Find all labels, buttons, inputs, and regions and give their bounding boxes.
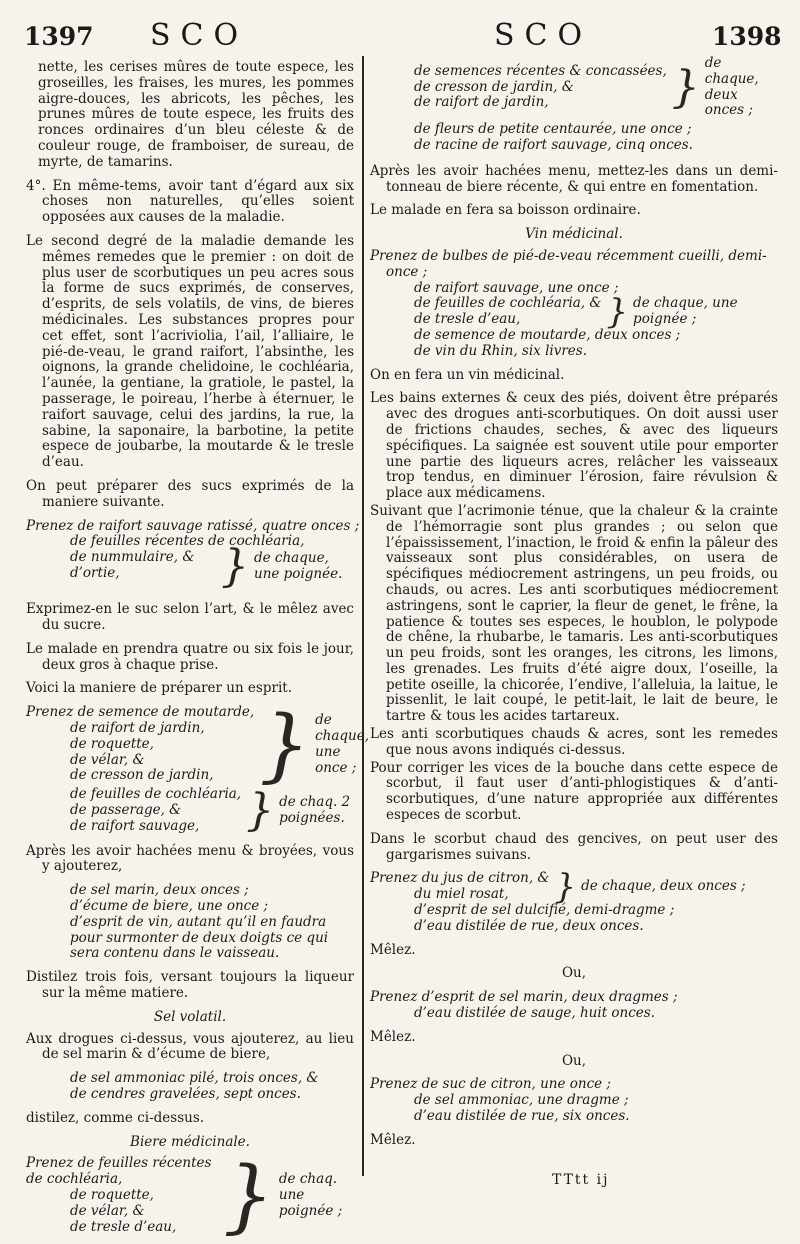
curly-brace-icon: }: [246, 785, 275, 837]
section-heading: Vin médicinal.: [525, 226, 623, 243]
paragraph: Après les avoir hachées menu & broyées, vous y ajouterez,: [26, 842, 354, 875]
curly-brace-icon: }: [259, 697, 311, 791]
paragraph: Voici la maniere de préparer un esprit.: [26, 680, 292, 697]
signature-mark: TTtt ij: [552, 1172, 610, 1188]
paragraph: Les bains externes & ceux des piés, doivent être préparés avec des drogues anti-scorbutiques. On doit aussi user de frictions chaudes, seches, & avec des liqueurs spécifiques. La saignée est souvent utile pour emporter une partie des liqueurs acres, relâcher les vaisseaux trop tendus, en diminuer l’érosion, faire révulsion & place aux médicamens.: [370, 390, 778, 502]
recipe-quantity: de chaq. une poignée ;: [278, 1171, 343, 1219]
recipe-block: [370, 249, 778, 360]
recipe-line: de raifort sauvage, une once ;: [414, 279, 619, 296]
recipe-line: de cresson de jardin,: [70, 767, 214, 784]
recipe-line: de raifort de jardin,: [70, 720, 205, 737]
recipe-line: de vélar, &: [70, 751, 145, 768]
recipe-line: de cendres gravelées, sept onces.: [70, 1086, 301, 1103]
curly-brace-icon: }: [554, 866, 577, 907]
recipe-quantity: de chaque, deux onces ;: [581, 878, 746, 895]
recipe-brace-group: [216, 540, 354, 592]
recipe-line: d’esprit de sel dulcifié, demi-dragme ;: [414, 902, 675, 919]
paragraph: Ou,: [561, 965, 587, 982]
running-head-left: SCO: [150, 18, 249, 53]
recipe-line: Prenez du jus de citron, &: [370, 870, 550, 887]
paragraph: Les anti scorbutiques chauds & acres, sont les remedes que nous avons indiqués ci-dessus.: [370, 726, 778, 758]
paragraph: Mêlez.: [370, 1028, 416, 1045]
paragraph: Exprimez-en le suc selon l’art, & le mêlez avec du sucre.: [26, 601, 354, 634]
left-column: [26, 59, 370, 1244]
recipe-block: [370, 990, 778, 1022]
paragraph: Le malade en prendra quatre ou six fois le jour, deux gros à chaque prise.: [26, 640, 354, 673]
recipe-line: de semences récentes & concassées,: [414, 62, 667, 79]
curly-brace-icon: }: [221, 540, 249, 592]
paragraph: Le second degré de la maladie demande les mêmes remedes que le premier : on doit de plus user de scorbutiques un peu acres sous la forme de sucs exprimés, de conserves, d’esprits, de sels volatils, de vins, de bieres médicinales. Les substances propres pour cet effet, sont l’acriviolia, l’ail, l’alliaire, le pié-de-veau, le grand raifort, l’absinthe, les oignons, la grande chelidoine, le cochléaria, l’aunée, la gentiane, la gratiole, le pastel, la passerage, le poireau, l’herbe à éternuer, le raifort sauvage, celui des jardins, la rue, la sabine, la saponaire, la barbotine, la petite espece de joubarbe, la moutarde & le tresle d’eau.: [26, 232, 354, 471]
recipe-block: [26, 697, 370, 791]
recipe-quantity: de chaque, deux onces ;: [704, 55, 759, 119]
recipe-line: d’eau distilée de sauge, huit onces.: [414, 1005, 655, 1022]
curly-brace-icon: }: [671, 61, 700, 113]
recipe-quantity: de chaque, une once ;: [315, 712, 370, 776]
recipe-line: de cresson de jardin, &: [414, 78, 574, 95]
paragraph: Mêlez.: [370, 1131, 416, 1148]
right-column: [370, 56, 778, 1157]
paragraph: Suivant que l’acrimonie ténue, que la chaleur & la crainte de l’hémorragie sont plus grandes ; ou selon que l’épaississement, l’inaction, le froid & enfin la pâleur des vaisseaux sont plus considérables, on usera de spécifiques médiocrement astringens, un peu froids, ou chauds, ou acres. Les anti scorbutiques médiocrement astringens, sont le caprier, la fleur de genet, le frêne, la patience & toutes ses especes, le houblon, le polypode de chêne, la rhubarbe, le tamaris. Les anti-scorbutiques un peu froids, sont les oranges, les citrons, les limons, les grenades. Les fruits d’été aigre doux, l’oseille, la petite oseille, la chicorée, l’endive, l’alleluia, la laitue, le pissenlit, le lait coupé, le petit-lait, le lait de beure, le tartre & tous les acides tartareux.: [370, 502, 778, 725]
recipe-line: Prenez de suc de citron, une once ;: [370, 1076, 611, 1093]
recipe-line: Prenez d’esprit de sel marin, deux dragmes ;: [370, 989, 678, 1006]
page-number-right: 1398: [712, 22, 782, 51]
recipe-line: de feuilles de cochléaria,: [70, 786, 242, 803]
paragraph: distilez, comme ci-dessus.: [26, 1109, 205, 1126]
paragraph: Dans le scorbut chaud des gencives, on peut user des gargarismes suivans.: [370, 830, 778, 863]
recipe-line: de tresle d’eau,: [70, 1218, 177, 1235]
recipe-block: [26, 883, 354, 962]
recipe-block: [370, 1077, 778, 1124]
paragraph: On en fera un vin médicinal.: [370, 366, 565, 383]
recipe-line: de racine de raifort sauvage, cinq onces.: [414, 136, 693, 153]
recipe-line: de vélar, &: [70, 1202, 145, 1219]
recipe-quantity: de chaq. 2 poignées.: [279, 794, 351, 826]
recipe-quantity: de chaque, une poignée.: [254, 549, 343, 582]
paragraph: Le malade en fera sa boisson ordinaire.: [370, 202, 641, 219]
recipe-line: d’ortie,: [70, 564, 120, 581]
recipe-block: [26, 1148, 354, 1242]
recipe-block: [370, 56, 778, 119]
recipe-line: de semence de moutarde, deux onces ;: [414, 326, 681, 343]
paragraph: On peut préparer des sucs exprimés de la maniere suivante.: [26, 477, 354, 510]
recipe-block: [370, 866, 778, 934]
paragraph: Pour corriger les vices de la bouche dans cette espece de scorbut, il faut user d’anti-phlogistiques & d’anti-scorbutiques, d’une nature appropriée aux différentes especes de scorbut.: [370, 759, 778, 824]
recipe-line: de sel marin, deux onces ;: [70, 882, 249, 899]
recipe-line: de passerage, &: [70, 802, 182, 819]
recipe-line: de raifort de jardin,: [414, 94, 549, 111]
paragraph: Mêlez.: [370, 941, 416, 958]
recipe-line: de tresle d’eau,: [414, 311, 521, 328]
section-heading: Sel volatil.: [153, 1008, 227, 1025]
recipe-line: de roquette,: [70, 1187, 154, 1203]
recipe-line: de roquette,: [70, 735, 154, 752]
curly-brace-icon: }: [606, 291, 629, 332]
recipe-quantity: de chaque, une poignée ;: [633, 295, 738, 328]
recipe-line: Prenez de feuilles récentes de cochléaria,: [26, 1155, 212, 1188]
paragraph: Distilez trois fois, versant toujours la liqueur sur la même matiere.: [26, 969, 354, 1002]
paragraph: Aux drogues ci-dessus, vous ajouterez, au lieu de sel marin & d’écume de biere,: [26, 1030, 354, 1063]
recipe-line: de nummulaire, &: [70, 549, 195, 566]
recipe-line: d’eau distilée de rue, six onces.: [414, 1108, 630, 1125]
recipe-line: d’eau distilée de rue, deux onces.: [414, 917, 644, 934]
recipe-line: de fleurs de petite centaurée, une once ;: [414, 121, 692, 138]
curly-brace-icon: }: [223, 1148, 274, 1242]
recipe-line: de raifort sauvage,: [70, 817, 200, 834]
recipe-block: [370, 122, 778, 154]
recipe-line: de sel ammoniac, une dragme ;: [414, 1092, 629, 1109]
running-head-right: SCO: [494, 18, 593, 53]
recipe-line: d’écume de biere, une once ;: [70, 898, 269, 915]
column-divider: [362, 56, 364, 1176]
recipe-line: d’esprit de vin, autant qu’il en faudra pour surmonter de deux doigts ce qui sera contenu dans le vaisseau.: [70, 913, 329, 962]
section-heading: Biere médicinale.: [130, 1133, 250, 1150]
recipe-line: du miel rosat,: [414, 886, 509, 903]
recipe-line: de vin du Rhin, six livres.: [414, 342, 588, 359]
recipe-line: de feuilles de cochléaria, &: [414, 295, 602, 312]
recipe-line: de sel ammoniac pilé, trois onces, &: [70, 1070, 319, 1087]
paragraph: 4°. En même-tems, avoir tant d’égard aux six choses non naturelles, qu’elles soient opposées aux causes de la maladie.: [26, 177, 354, 226]
paragraph: Ou,: [561, 1052, 587, 1069]
recipe-line: de feuilles récentes de cochléaria,: [70, 533, 305, 550]
recipe-line: Prenez de semence de moutarde,: [26, 704, 255, 721]
recipe-block: [26, 1071, 354, 1103]
recipe-line: Prenez de bulbes de pié-de-veau récemment cueilli, demi-once ;: [370, 247, 767, 280]
recipe-line: Prenez de raifort sauvage ratissé, quatre onces ;: [26, 517, 360, 534]
paragraph: nette, les cerises mûres de toute espece, les groseilles, les fraises, les mures, les pommes aigre-douces, les abricots, les pêches, les prunes mûres de toute espece, les fruits des ronces ordinaires d’un bleu céleste & de couleur rouge, de framboiser, de sureau, de myrte, de tamarins.: [38, 59, 354, 170]
recipe-block: [26, 785, 354, 837]
page-number-left: 1397: [24, 22, 94, 51]
paragraph: Après les avoir hachées menu, mettez-les dans un demi-tonneau de biere récente, & qui entre en fomentation.: [370, 162, 778, 195]
